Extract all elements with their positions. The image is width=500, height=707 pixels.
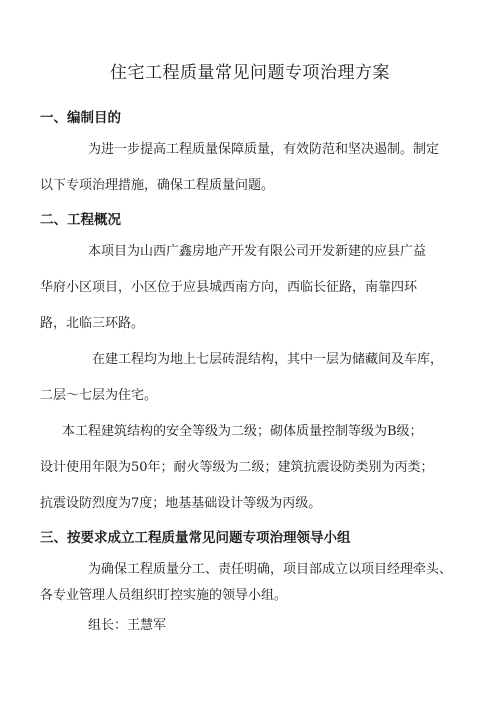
- body-line: 以下专项治理措施，确保工程质量问题。: [40, 178, 275, 193]
- body-line: 为进一步提高工程质量保障质量，有效防范和坚决遏制。制定: [88, 142, 440, 157]
- body-line: 抗震设防烈度为7度；地基基础设计等级为丙级。: [40, 496, 322, 511]
- body-line: 华府小区项目，小区位于应县城西南方向，西临长征路，南靠四环: [40, 280, 418, 295]
- body-line: 组长：王慧军: [88, 618, 167, 633]
- body-line: 二层～七层为住宅。: [40, 388, 158, 403]
- document-title: 住宅工程质量常见问题专项治理方案: [110, 63, 390, 83]
- section-heading-leadership: 三、按要求成立工程质量常见问题专项治理领导小组: [40, 530, 351, 546]
- body-line: 各专业管理人员组织盯控实施的领导小组。: [40, 588, 288, 603]
- body-line: 在建工程均为地上七层砖混结构，其中一层为储藏间及车库，: [92, 352, 444, 367]
- body-line: 设计使用年限为50年；耐火等级为二级；建筑抗震设防类别为丙类；: [40, 460, 434, 475]
- body-line: 本项目为山西广鑫房地产开发有限公司开发新建的应县广益: [88, 244, 427, 259]
- body-line: 路，北临三环路。: [40, 316, 145, 331]
- body-line: 本工程建筑结构的安全等级为二级；砌体质量控制等级为B级；: [62, 424, 423, 439]
- section-heading-overview: 二、工程概况: [40, 212, 121, 228]
- section-heading-purpose: 一、编制目的: [40, 110, 121, 126]
- body-line: 为确保工程质量分工、责任明确，项目部成立以项目经理牵头、: [88, 562, 453, 577]
